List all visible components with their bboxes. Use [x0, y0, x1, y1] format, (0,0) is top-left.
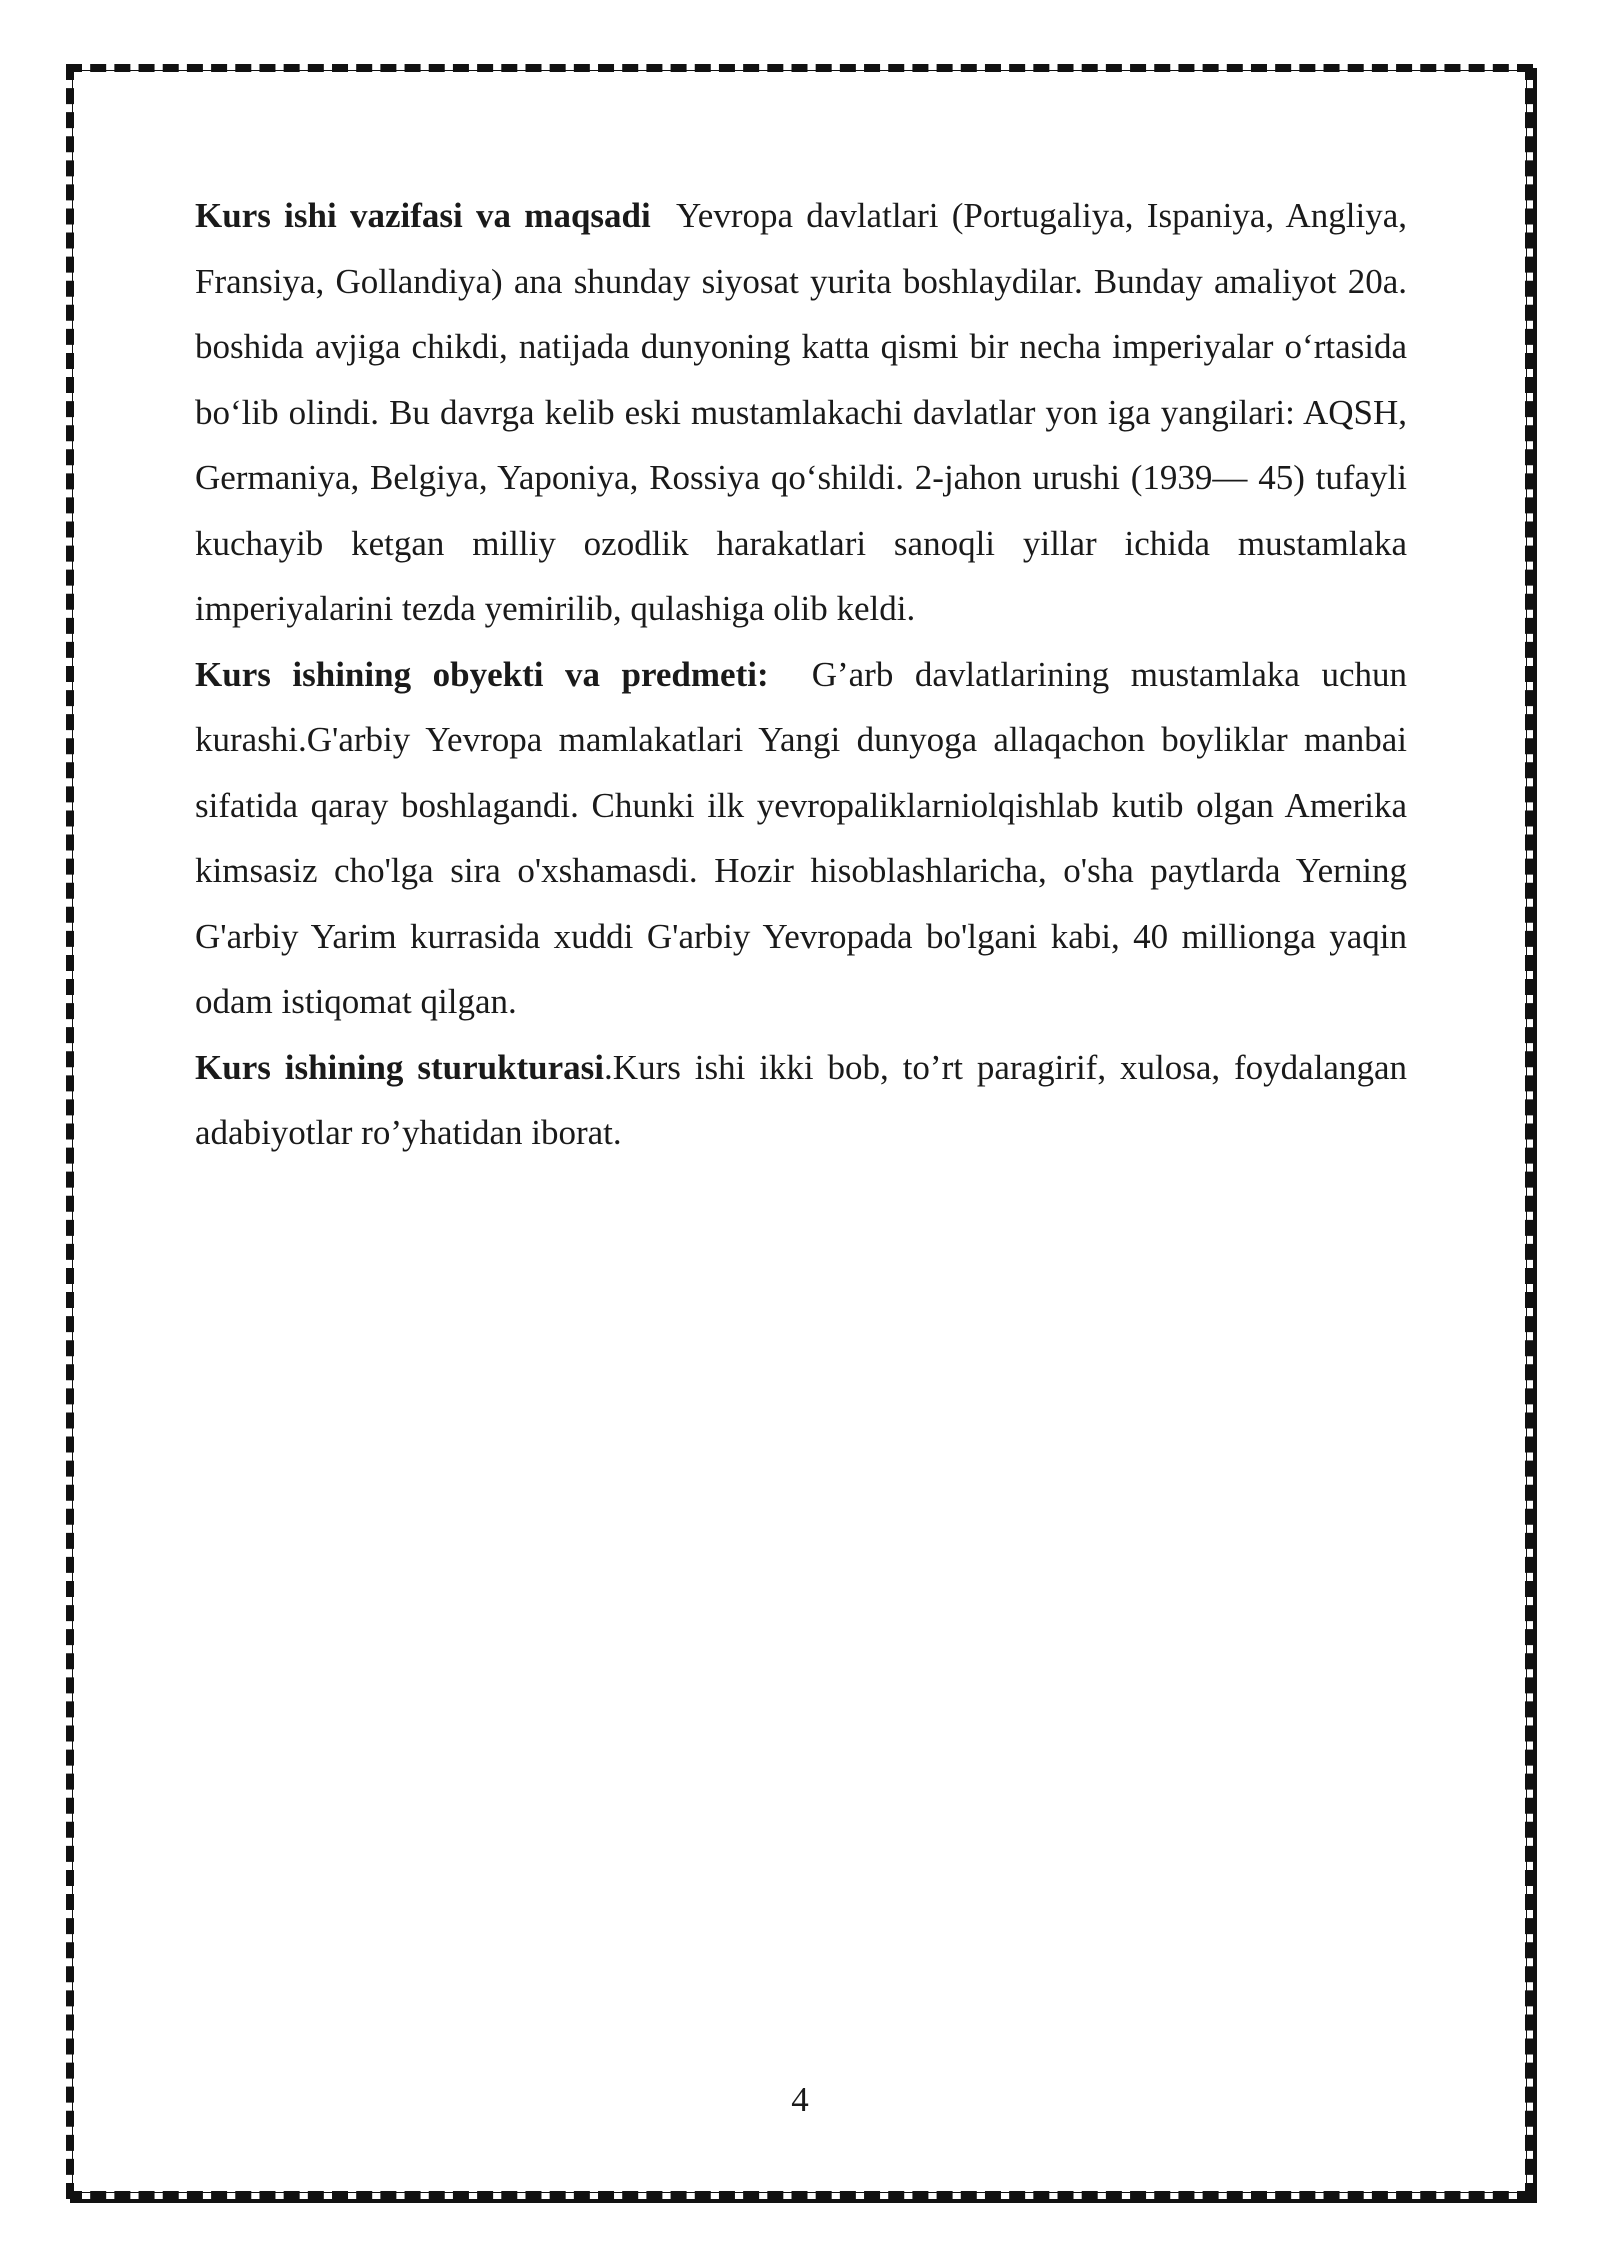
paragraph-structure	[195, 1035, 1407, 1166]
paragraph-heading: Kurs ishining obyekti va predmeti:	[195, 654, 769, 694]
document-body	[195, 183, 1407, 1166]
page-number: 4	[791, 2080, 809, 2119]
paragraph-heading: Kurs ishi vazifasi va maqsadi	[195, 196, 651, 235]
paragraph-text: .Kurs ishi ikki bob, to’rt paragirif, xulosa, foydalangan adabiyotlar ro’yhatidan iborat.	[195, 1047, 1407, 1152]
paragraph-text: Yevropa davlatlari (Portugaliya, Ispaniya, Angliya, Fransiya, Gollandiya) ana shunday siyosat yurita boshlaydilar. Bunday amaliyot 20a. boshida avjiga chikdi, natijada dunyoning katta qismi bir necha imperiyalar o‘rtasida bo‘lib olindi. Bu davrga kelib eski mustamlakachi davlatlar yon iga yangilari: AQSH, Germaniya, Belgiya, Yaponiya, Rossiya qo‘shildi. 2-jahon urushi (1939— 45) tufayli kuchayib ketgan milliy ozodlik harakatlari sanoqli yillar ichida mustamlaka imperiyalarini tezda yemirilib, qulashiga olib keldi.	[195, 196, 1407, 628]
heading-separator	[769, 655, 812, 694]
paragraph-heading: Kurs ishining sturukturasi	[195, 1047, 605, 1087]
paragraph-text: G’arb davlatlarining mustamlaka uchun kurashi.G'arbiy Yevropa mamlakatlari Yangi dunyoga allaqachon boyliklar manbai sifatida qaray boshlagandi. Chunki ilk yevropaliklarniolqishlab kutib olgan Amerika kimsasiz cho'lga sira o'xshamasdi. Hozir hisoblashlaricha, o'sha paytlarda Yerning G'arbiy Yarim kurrasida xuddi G'arbiy Yevropada bo'lgani kabi, 40 millionga yaqin odam istiqomat qilgan.	[195, 654, 1407, 1021]
heading-separator	[651, 196, 676, 235]
paragraph-object-and-subject	[195, 642, 1407, 1035]
paragraph-task-and-goal	[195, 183, 1407, 642]
